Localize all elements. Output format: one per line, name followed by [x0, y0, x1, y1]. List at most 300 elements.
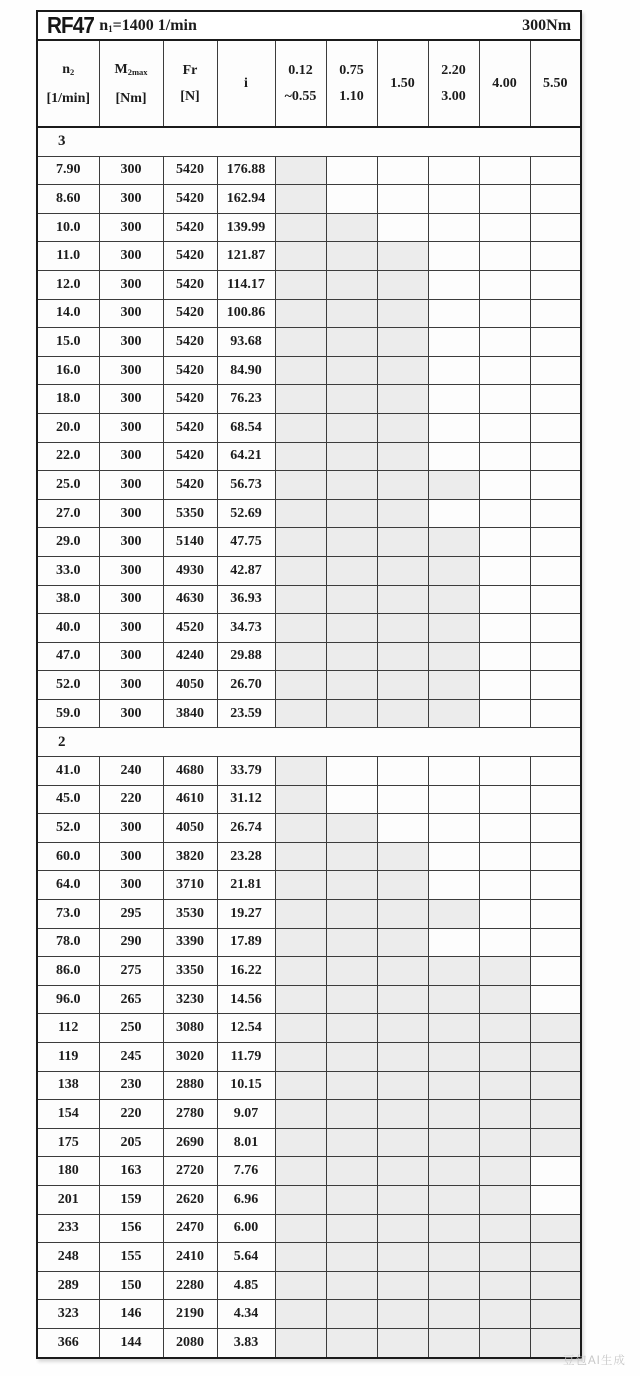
col-header-p3: 1.50	[377, 40, 428, 127]
cell-fr: 5420	[163, 299, 217, 328]
cell-power-6	[530, 556, 581, 585]
cell-m2max: 300	[99, 528, 163, 557]
table-row	[37, 413, 581, 442]
cell-fr: 5420	[163, 442, 217, 471]
cell-power-6	[530, 757, 581, 786]
cell-i: 5.64	[217, 1243, 275, 1272]
cell-power-1	[275, 642, 326, 671]
cell-power-3	[377, 213, 428, 242]
cell-power-1	[275, 1128, 326, 1157]
cell-power-1	[275, 413, 326, 442]
cell-power-4	[428, 413, 479, 442]
cell-power-5	[479, 1100, 530, 1129]
cell-power-1	[275, 900, 326, 929]
section-label: 2	[37, 728, 581, 757]
col-header-i: i	[217, 40, 275, 127]
cell-power-4	[428, 156, 479, 185]
cell-power-2	[326, 957, 377, 986]
cell-power-5	[479, 1185, 530, 1214]
cell-fr: 2410	[163, 1243, 217, 1272]
cell-i: 36.93	[217, 585, 275, 614]
cell-n2: 119	[37, 1043, 99, 1072]
cell-n2: 7.90	[37, 156, 99, 185]
cell-m2max: 295	[99, 900, 163, 929]
cell-n2: 16.0	[37, 356, 99, 385]
cell-power-5	[479, 814, 530, 843]
cell-fr: 5420	[163, 471, 217, 500]
cell-fr: 3820	[163, 842, 217, 871]
cell-n2: 289	[37, 1271, 99, 1300]
cell-power-1	[275, 185, 326, 214]
cell-power-3	[377, 1328, 428, 1357]
cell-fr: 2620	[163, 1185, 217, 1214]
cell-m2max: 300	[99, 699, 163, 728]
cell-m2max: 146	[99, 1300, 163, 1329]
table-row	[37, 299, 581, 328]
cell-power-5	[479, 1014, 530, 1043]
table-row	[37, 1243, 581, 1272]
cell-power-4	[428, 757, 479, 786]
cell-fr: 2190	[163, 1300, 217, 1329]
cell-power-3	[377, 1185, 428, 1214]
table-row	[37, 1214, 581, 1243]
section-label: 3	[37, 127, 581, 156]
cell-power-4	[428, 671, 479, 700]
cell-n2: 33.0	[37, 556, 99, 585]
cell-m2max: 144	[99, 1328, 163, 1357]
cell-power-1	[275, 270, 326, 299]
cell-i: 10.15	[217, 1071, 275, 1100]
cell-power-5	[479, 900, 530, 929]
cell-power-4	[428, 1214, 479, 1243]
cell-power-6	[530, 1243, 581, 1272]
cell-power-4	[428, 1071, 479, 1100]
col-header-fr: Fr [N]	[163, 40, 217, 127]
cell-m2max: 300	[99, 842, 163, 871]
cell-m2max: 245	[99, 1043, 163, 1072]
cell-n2: 22.0	[37, 442, 99, 471]
cell-power-6	[530, 1043, 581, 1072]
cell-power-4	[428, 842, 479, 871]
cell-i: 14.56	[217, 985, 275, 1014]
table-row	[37, 499, 581, 528]
cell-power-5	[479, 957, 530, 986]
cell-power-5	[479, 556, 530, 585]
cell-power-6	[530, 900, 581, 929]
input-speed-label: $n_1=1400$ 1/min	[99, 16, 197, 34]
watermark: 豆包AI生成	[563, 1355, 626, 1367]
cell-n2: 45.0	[37, 785, 99, 814]
cell-power-1	[275, 1328, 326, 1357]
cell-n2: 47.0	[37, 642, 99, 671]
cell-power-4	[428, 528, 479, 557]
cell-power-1	[275, 156, 326, 185]
table-row	[37, 1071, 581, 1100]
table-row	[37, 985, 581, 1014]
col-header-p4: 2.20 3.00	[428, 40, 479, 127]
cell-power-1	[275, 1071, 326, 1100]
cell-fr: 3350	[163, 957, 217, 986]
cell-power-6	[530, 328, 581, 357]
cell-power-3	[377, 699, 428, 728]
cell-n2: 96.0	[37, 985, 99, 1014]
cell-power-3	[377, 356, 428, 385]
cell-power-4	[428, 957, 479, 986]
cell-power-5	[479, 185, 530, 214]
cell-power-6	[530, 871, 581, 900]
cell-power-4	[428, 928, 479, 957]
table-row	[37, 814, 581, 843]
cell-power-3	[377, 299, 428, 328]
cell-power-3	[377, 1100, 428, 1129]
cell-power-4	[428, 1328, 479, 1357]
table-row	[37, 1128, 581, 1157]
cell-power-3	[377, 471, 428, 500]
table-row	[37, 757, 581, 786]
speed-subscript: 1	[108, 23, 113, 34]
cell-power-2	[326, 499, 377, 528]
cell-power-1	[275, 213, 326, 242]
cell-i: 176.88	[217, 156, 275, 185]
table-row	[37, 1300, 581, 1329]
cell-fr: 3840	[163, 699, 217, 728]
cell-fr: 3230	[163, 985, 217, 1014]
section-row	[37, 127, 581, 156]
cell-power-1	[275, 1043, 326, 1072]
cell-power-2	[326, 1185, 377, 1214]
cell-m2max: 300	[99, 442, 163, 471]
cell-power-1	[275, 356, 326, 385]
cell-power-1	[275, 814, 326, 843]
cell-power-2	[326, 871, 377, 900]
cell-fr: 4240	[163, 642, 217, 671]
cell-m2max: 300	[99, 413, 163, 442]
table-row	[37, 528, 581, 557]
cell-i: 139.99	[217, 213, 275, 242]
table-row	[37, 1043, 581, 1072]
cell-power-3	[377, 757, 428, 786]
cell-power-2	[326, 156, 377, 185]
cell-n2: 248	[37, 1243, 99, 1272]
cell-m2max: 220	[99, 1100, 163, 1129]
cell-power-1	[275, 757, 326, 786]
header-subscript: 2max	[127, 66, 148, 77]
cell-m2max: 300	[99, 185, 163, 214]
cell-n2: 38.0	[37, 585, 99, 614]
cell-n2: 27.0	[37, 499, 99, 528]
cell-i: 76.23	[217, 385, 275, 414]
cell-power-3	[377, 328, 428, 357]
model-label: RF47	[47, 12, 95, 38]
cell-power-6	[530, 471, 581, 500]
cell-n2: 323	[37, 1300, 99, 1329]
table-row	[37, 556, 581, 585]
table-row	[37, 785, 581, 814]
cell-power-1	[275, 1100, 326, 1129]
cell-n2: 366	[37, 1328, 99, 1357]
table-row	[37, 328, 581, 357]
cell-power-1	[275, 785, 326, 814]
cell-power-6	[530, 185, 581, 214]
cell-fr: 3020	[163, 1043, 217, 1072]
table-row	[37, 585, 581, 614]
cell-power-3	[377, 1071, 428, 1100]
cell-power-3	[377, 556, 428, 585]
cell-power-1	[275, 1157, 326, 1186]
cell-power-6	[530, 699, 581, 728]
cell-fr: 5420	[163, 328, 217, 357]
cell-power-4	[428, 356, 479, 385]
cell-power-3	[377, 242, 428, 271]
cell-i: 17.89	[217, 928, 275, 957]
cell-power-3	[377, 528, 428, 557]
cell-power-5	[479, 642, 530, 671]
cell-power-4	[428, 442, 479, 471]
table-row	[37, 471, 581, 500]
cell-n2: 78.0	[37, 928, 99, 957]
cell-i: 56.73	[217, 471, 275, 500]
cell-power-6	[530, 957, 581, 986]
cell-i: 21.81	[217, 871, 275, 900]
cell-i: 100.86	[217, 299, 275, 328]
cell-power-1	[275, 1214, 326, 1243]
cell-power-5	[479, 499, 530, 528]
cell-m2max: 265	[99, 985, 163, 1014]
cell-fr: 5420	[163, 156, 217, 185]
cell-power-5	[479, 842, 530, 871]
cell-n2: 64.0	[37, 871, 99, 900]
cell-power-2	[326, 1157, 377, 1186]
cell-i: 31.12	[217, 785, 275, 814]
table-row	[37, 900, 581, 929]
cell-power-6	[530, 585, 581, 614]
cell-fr: 4930	[163, 556, 217, 585]
cell-power-3	[377, 185, 428, 214]
cell-power-3	[377, 1014, 428, 1043]
cell-power-2	[326, 1328, 377, 1357]
cell-n2: 138	[37, 1071, 99, 1100]
cell-i: 162.94	[217, 185, 275, 214]
cell-power-3	[377, 957, 428, 986]
cell-power-6	[530, 413, 581, 442]
cell-power-1	[275, 671, 326, 700]
cell-n2: 175	[37, 1128, 99, 1157]
table-row	[37, 842, 581, 871]
table-title-row	[37, 11, 581, 40]
cell-power-4	[428, 1243, 479, 1272]
cell-power-2	[326, 213, 377, 242]
cell-power-3	[377, 900, 428, 929]
cell-power-2	[326, 671, 377, 700]
cell-m2max: 300	[99, 471, 163, 500]
cell-power-3	[377, 585, 428, 614]
col-header-p1: 0.12 ~0.55	[275, 40, 326, 127]
cell-power-5	[479, 1214, 530, 1243]
cell-n2: 10.0	[37, 213, 99, 242]
cell-power-5	[479, 156, 530, 185]
cell-power-3	[377, 1243, 428, 1272]
cell-n2: 52.0	[37, 814, 99, 843]
cell-power-6	[530, 499, 581, 528]
cell-power-3	[377, 385, 428, 414]
cell-fr: 2780	[163, 1100, 217, 1129]
cell-i: 16.22	[217, 957, 275, 986]
cell-power-5	[479, 385, 530, 414]
cell-power-1	[275, 1271, 326, 1300]
cell-power-5	[479, 671, 530, 700]
cell-power-5	[479, 1071, 530, 1100]
cell-fr: 2080	[163, 1328, 217, 1357]
cell-power-5	[479, 1300, 530, 1329]
cell-power-2	[326, 1100, 377, 1129]
cell-power-2	[326, 1243, 377, 1272]
cell-i: 84.90	[217, 356, 275, 385]
cell-power-6	[530, 213, 581, 242]
cell-power-4	[428, 1300, 479, 1329]
cell-power-5	[479, 1157, 530, 1186]
col-header-m2max: $M_{2max}$ [Nm]	[99, 40, 163, 127]
cell-power-4	[428, 471, 479, 500]
cell-power-4	[428, 900, 479, 929]
cell-m2max: 155	[99, 1243, 163, 1272]
cell-power-1	[275, 242, 326, 271]
cell-n2: 73.0	[37, 900, 99, 929]
title-cell	[37, 11, 581, 40]
cell-fr: 5420	[163, 185, 217, 214]
cell-power-6	[530, 156, 581, 185]
cell-power-1	[275, 556, 326, 585]
cell-n2: 20.0	[37, 413, 99, 442]
cell-fr: 4050	[163, 671, 217, 700]
cell-m2max: 300	[99, 814, 163, 843]
cell-power-2	[326, 928, 377, 957]
cell-n2: 154	[37, 1100, 99, 1129]
cell-i: 33.79	[217, 757, 275, 786]
cell-power-1	[275, 585, 326, 614]
cell-power-5	[479, 585, 530, 614]
cell-power-6	[530, 242, 581, 271]
cell-m2max: 300	[99, 356, 163, 385]
cell-i: 23.28	[217, 842, 275, 871]
cell-power-2	[326, 814, 377, 843]
cell-power-3	[377, 785, 428, 814]
cell-power-4	[428, 1043, 479, 1072]
cell-n2: 201	[37, 1185, 99, 1214]
cell-n2: 25.0	[37, 471, 99, 500]
cell-power-6	[530, 1214, 581, 1243]
cell-power-2	[326, 413, 377, 442]
cell-i: 4.34	[217, 1300, 275, 1329]
cell-power-5	[479, 242, 530, 271]
cell-i: 23.59	[217, 699, 275, 728]
table-row	[37, 957, 581, 986]
cell-power-5	[479, 1328, 530, 1357]
cell-power-5	[479, 528, 530, 557]
col-header-p6: 5.50	[530, 40, 581, 127]
cell-i: 9.07	[217, 1100, 275, 1129]
cell-fr: 4050	[163, 814, 217, 843]
col-header-p2: 0.75 1.10	[326, 40, 377, 127]
cell-n2: 60.0	[37, 842, 99, 871]
cell-power-1	[275, 1185, 326, 1214]
cell-m2max: 300	[99, 156, 163, 185]
cell-m2max: 300	[99, 556, 163, 585]
cell-power-2	[326, 842, 377, 871]
cell-power-4	[428, 556, 479, 585]
cell-power-2	[326, 757, 377, 786]
cell-power-3	[377, 1214, 428, 1243]
cell-m2max: 300	[99, 270, 163, 299]
max-torque-label: 300Nm	[522, 16, 572, 34]
cell-power-5	[479, 699, 530, 728]
cell-power-1	[275, 871, 326, 900]
cell-fr: 5350	[163, 499, 217, 528]
cell-power-2	[326, 785, 377, 814]
cell-power-2	[326, 985, 377, 1014]
cell-power-2	[326, 442, 377, 471]
cell-m2max: 300	[99, 671, 163, 700]
cell-power-2	[326, 1043, 377, 1072]
cell-fr: 3080	[163, 1014, 217, 1043]
table-row	[37, 871, 581, 900]
table-row	[37, 614, 581, 643]
cell-power-4	[428, 499, 479, 528]
cell-power-4	[428, 1100, 479, 1129]
cell-fr: 5420	[163, 270, 217, 299]
cell-power-6	[530, 1100, 581, 1129]
table-row	[37, 213, 581, 242]
cell-power-4	[428, 814, 479, 843]
table-row	[37, 270, 581, 299]
cell-power-6	[530, 1014, 581, 1043]
column-header-row	[37, 40, 581, 127]
cell-power-6	[530, 1271, 581, 1300]
cell-power-3	[377, 442, 428, 471]
cell-power-4	[428, 270, 479, 299]
cell-power-5	[479, 985, 530, 1014]
cell-n2: 112	[37, 1014, 99, 1043]
cell-power-1	[275, 699, 326, 728]
cell-power-3	[377, 413, 428, 442]
cell-i: 26.74	[217, 814, 275, 843]
table-row	[37, 1157, 581, 1186]
cell-power-2	[326, 1214, 377, 1243]
cell-fr: 4610	[163, 785, 217, 814]
cell-power-3	[377, 1043, 428, 1072]
cell-fr: 5420	[163, 413, 217, 442]
cell-n2: 29.0	[37, 528, 99, 557]
cell-n2: 15.0	[37, 328, 99, 357]
cell-n2: 233	[37, 1214, 99, 1243]
cell-power-3	[377, 1300, 428, 1329]
cell-power-3	[377, 1271, 428, 1300]
cell-m2max: 205	[99, 1128, 163, 1157]
cell-n2: 11.0	[37, 242, 99, 271]
cell-n2: 14.0	[37, 299, 99, 328]
cell-i: 42.87	[217, 556, 275, 585]
cell-m2max: 300	[99, 328, 163, 357]
cell-power-2	[326, 1271, 377, 1300]
cell-m2max: 300	[99, 385, 163, 414]
cell-power-5	[479, 471, 530, 500]
cell-fr: 2720	[163, 1157, 217, 1186]
table-row	[37, 1100, 581, 1129]
cell-power-2	[326, 585, 377, 614]
section-row	[37, 728, 581, 757]
cell-i: 34.73	[217, 614, 275, 643]
table-row	[37, 1271, 581, 1300]
cell-power-5	[479, 1271, 530, 1300]
